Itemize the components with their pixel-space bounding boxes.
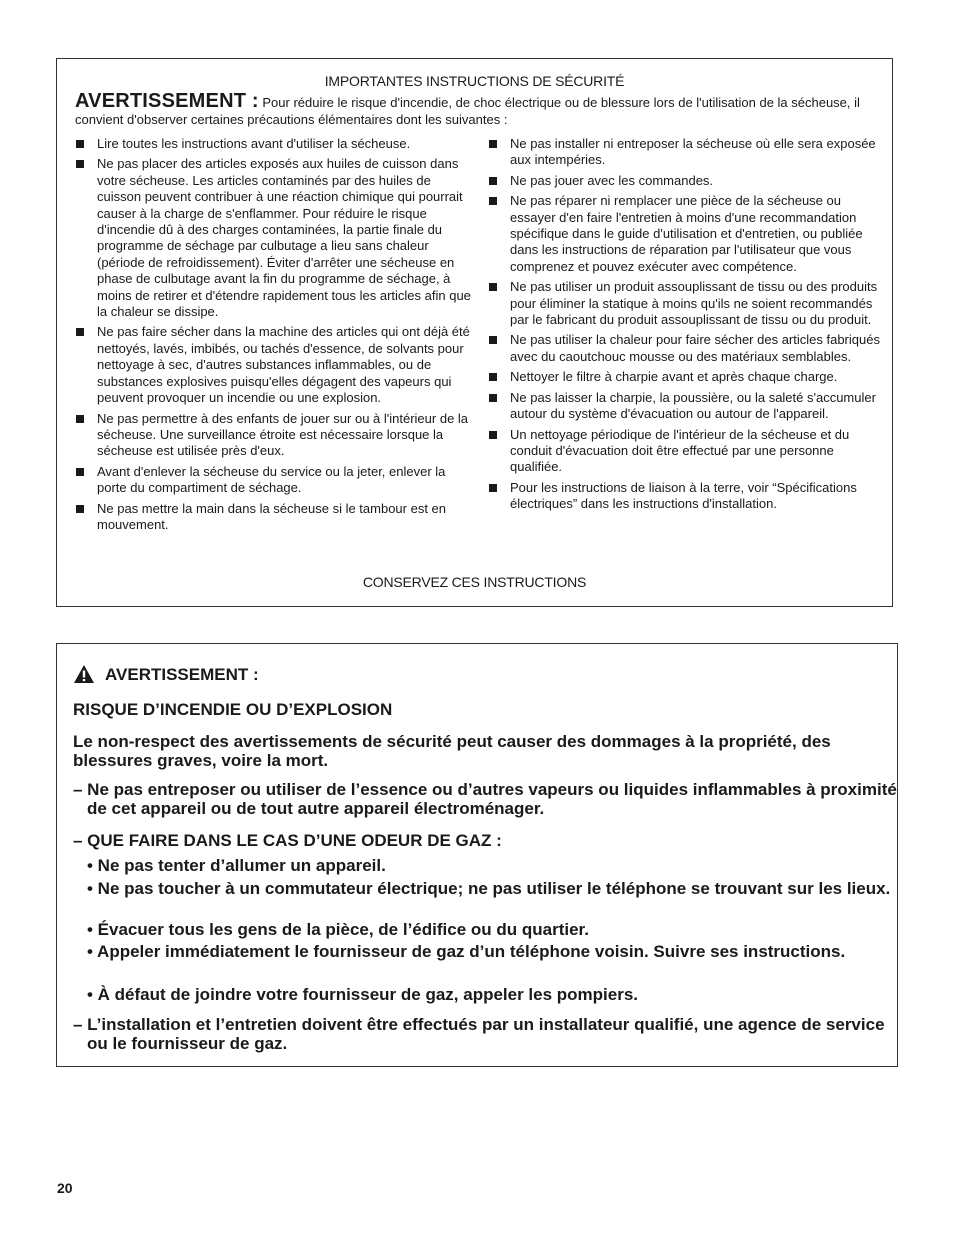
safety-box-title: IMPORTANTES INSTRUCTIONS DE SÉCURITÉ (324, 73, 625, 89)
square-bullet-icon (489, 394, 497, 402)
list-item: Un nettoyage périodique de l'intérieur de la sécheuse et du conduit d'évacuation doit être effectué par une personne qualifiée. (488, 427, 884, 476)
dash-item-installation: – L’installation et l’entretien doivent être effectués par un installateur qualifié, une agence de service ou le fournisseur de gaz. (73, 1015, 885, 1053)
bullet-item: • Évacuer tous les gens de la pièce, de l’édifice ou du quartier. (87, 920, 589, 939)
square-bullet-icon (76, 160, 84, 168)
bullet-item: • Ne pas tenter d’allumer un appareil. (87, 856, 386, 875)
square-bullet-icon (489, 373, 497, 381)
square-bullet-icon (76, 328, 84, 336)
square-bullet-icon (489, 484, 497, 492)
dash-item-gas-odor: – QUE FAIRE DANS LE CAS D’UNE ODEUR DE GAZ : (73, 831, 502, 850)
list-item: Pour les instructions de liaison à la terre, voir “Spécifications électriques” dans les instructions d'installation. (488, 480, 884, 513)
list-item: Ne pas permettre à des enfants de jouer sur ou à l'intérieur de la sécheuse. Une surveillance étroite est nécessaire lorsque la sécheuse est utilisée près d'eux. (75, 411, 471, 460)
square-bullet-icon (76, 505, 84, 513)
square-bullet-icon (489, 177, 497, 185)
list-item: Ne pas utiliser un produit assouplissant de tissu ou des produits pour éliminer la statique à moins qu'ils ne soient recommandés par le fabricant du produit assouplissant de tissu ou du produit. (488, 279, 884, 328)
square-bullet-icon (489, 283, 497, 291)
square-bullet-icon (76, 140, 84, 148)
list-item: Ne pas placer des articles exposés aux huiles de cuisson dans votre sécheuse. Les articles contaminés par des huiles de cuisson peuvent contribuer à une réaction chimique qui pourrait causer à la charge de s'enflammer. Pour réduire le risque d'incendie dû à des charges contaminées, la partie finale du programme de séchage par culbutage a lieu sans chaleur (période de refroidissement). Éviter d'arrêter une sécheuse en phase de culbutage avant la fin du programme de séchage, à moins de retirer et d'étendre rapidement tous les articles afin que la chaleur se dissipe. (75, 156, 471, 320)
warning-text: Pour réduire le risque d'incendie, de choc électrique ou de blessure lors de l'utilisation de la sécheuse, il convient d'observer certaines précautions élémentaires dont les suivantes : (75, 95, 860, 127)
right-column (488, 136, 884, 517)
list-item: Avant d'enlever la sécheuse du service ou la jeter, enlever la porte du compartiment de séchage. (75, 464, 471, 497)
gas-intro: Le non-respect des avertissements de sécurité peut causer des dommages à la propriété, des blessures graves, voire la mort. (73, 732, 831, 770)
bullet-item: • Appeler immédiatement le fournisseur de gaz d’un téléphone voisin. Suivre ses instructions. (87, 942, 846, 961)
list-item: Ne pas installer ni entreposer la sécheuse où elle sera exposée aux intempéries. (488, 136, 884, 169)
bullet-item: • À défaut de joindre votre fournisseur de gaz, appeler les pompiers. (87, 985, 639, 1004)
safety-box-intro (75, 90, 875, 128)
list-item: Lire toutes les instructions avant d'utiliser la sécheuse. (75, 136, 471, 152)
page-number: 20 (57, 1180, 73, 1196)
square-bullet-icon (489, 197, 497, 205)
warning-word: AVERTISSEMENT : (75, 90, 259, 112)
gas-warning-heading-row (73, 664, 259, 684)
bullet-item: • Ne pas toucher à un commutateur électrique; ne pas utiliser le téléphone se trouvant sur les lieux. (87, 879, 891, 898)
list-item: Ne pas faire sécher dans la machine des articles qui ont déjà été nettoyés, lavés, imbibés, ou tachés d'essence, de solvants pour nettoyage à sec, d'autres substances inflammables, ou de substances explosives puisqu'elles dégagent des vapeurs qui peuvent provoquer un incendie ou une explosion. (75, 324, 471, 406)
square-bullet-icon (489, 140, 497, 148)
list-item: Ne pas jouer avec les commandes. (488, 173, 884, 189)
square-bullet-icon (489, 431, 497, 439)
list-item: Ne pas utiliser la chaleur pour faire sécher des articles fabriqués avec du caoutchouc mousse ou des matériaux semblables. (488, 332, 884, 365)
square-bullet-icon (76, 468, 84, 476)
list-item: Nettoyer le filtre à charpie avant et après chaque charge. (488, 369, 884, 385)
gas-warning-box (56, 643, 898, 1067)
safety-box-footer: CONSERVEZ CES INSTRUCTIONS (362, 574, 587, 590)
warning-triangle-icon (73, 664, 95, 684)
list-item: Ne pas réparer ni remplacer une pièce de la sécheuse ou essayer d'en faire l'entretien à moins d'une recommandation spécifique dans le guide d'utilisation et d'entretien, ou publiée dans les instructions de réparation par l'utilisateur que vous comprenez et pouvez exécuter avec compétence. (488, 193, 884, 275)
left-column (75, 136, 471, 537)
square-bullet-icon (76, 415, 84, 423)
square-bullet-icon (489, 336, 497, 344)
list-item: Ne pas laisser la charpie, la poussière, ou la saleté s'accumuler autour du système d'évacuation ou autour de l'appareil. (488, 390, 884, 423)
risk-title: RISQUE D’INCENDIE OU D’EXPLOSION (73, 700, 393, 719)
gas-warning-heading: AVERTISSEMENT : (105, 664, 259, 684)
list-item: Ne pas mettre la main dans la sécheuse si le tambour est en mouvement. (75, 501, 471, 534)
dash-item-storage: – Ne pas entreposer ou utiliser de l’essence ou d’autres vapeurs ou liquides inflammables à proximité de cet appareil ou de tout autre appareil électroménager. (73, 780, 897, 818)
safety-instructions-box (56, 58, 893, 607)
